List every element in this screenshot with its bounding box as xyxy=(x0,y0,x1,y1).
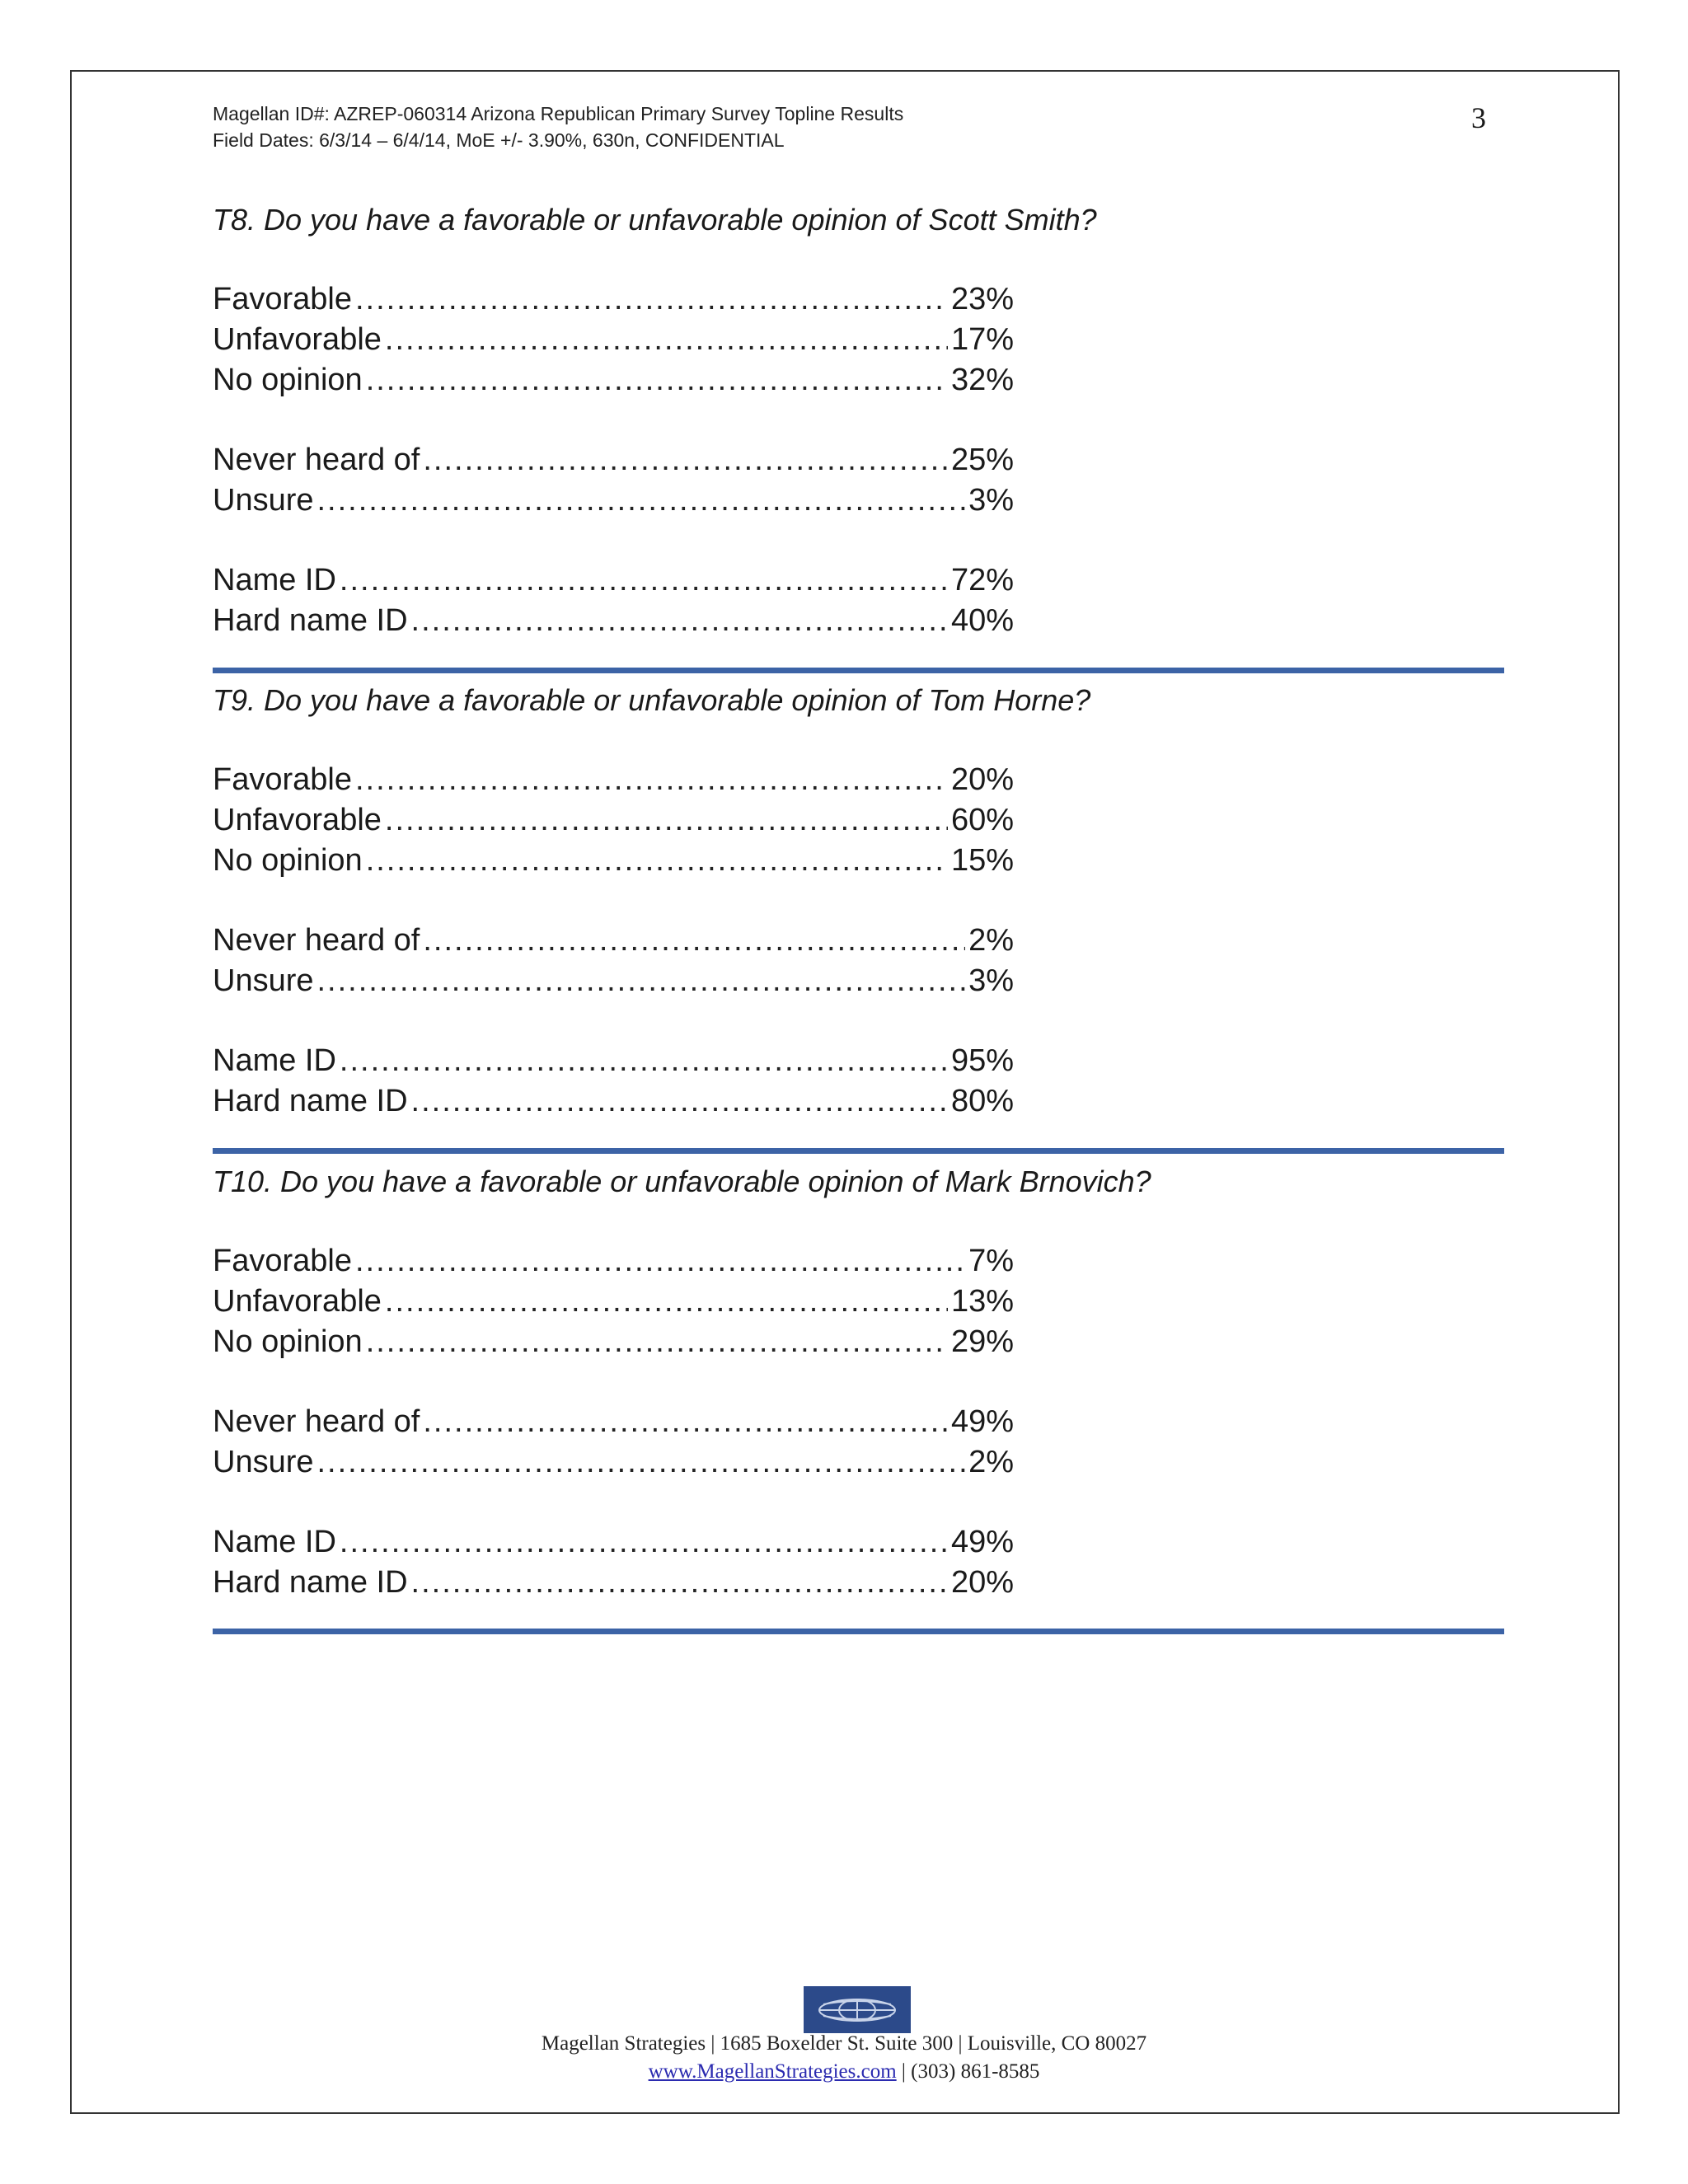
website-link[interactable]: www.MagellanStrategies.com xyxy=(648,2060,897,2083)
dot-leader xyxy=(411,1081,948,1122)
row-label: Never heard of xyxy=(213,923,420,958)
row-value: 13% xyxy=(950,1284,1014,1319)
result-row xyxy=(213,320,1014,360)
row-label: Name ID xyxy=(213,1043,336,1078)
row-value: 3% xyxy=(968,963,1014,998)
dot-leader xyxy=(355,760,948,800)
question-t9 xyxy=(213,681,1504,1122)
result-row xyxy=(213,1322,1014,1362)
row-value: 15% xyxy=(950,843,1014,878)
row-value: 60% xyxy=(950,803,1014,837)
dot-leader xyxy=(340,1522,948,1563)
row-label: Unsure xyxy=(213,963,314,998)
result-row xyxy=(213,841,1014,881)
row-label: Unfavorable xyxy=(213,1284,382,1319)
row-label: Unsure xyxy=(213,483,314,518)
row-label: Unfavorable xyxy=(213,803,382,837)
result-row xyxy=(213,921,1014,961)
result-row xyxy=(213,1522,1014,1563)
row-value: 32% xyxy=(950,363,1014,397)
row-label: No opinion xyxy=(213,363,363,397)
dot-leader xyxy=(423,921,965,961)
dot-leader xyxy=(423,440,948,480)
document-header xyxy=(213,101,903,153)
result-row xyxy=(213,1081,1014,1122)
result-row xyxy=(213,961,1014,1001)
result-row xyxy=(213,440,1014,480)
row-label: Hard name ID xyxy=(213,603,408,638)
section-divider xyxy=(213,1629,1504,1634)
result-row xyxy=(213,1282,1014,1322)
section-divider xyxy=(213,668,1504,673)
question-t10 xyxy=(213,1162,1504,1603)
row-value: 3% xyxy=(968,483,1014,518)
row-value: 49% xyxy=(950,1525,1014,1559)
row-value: 20% xyxy=(950,762,1014,797)
section-divider xyxy=(213,1148,1504,1154)
dot-leader xyxy=(340,560,948,601)
row-value: 95% xyxy=(950,1043,1014,1078)
result-row xyxy=(213,800,1014,841)
row-value: 40% xyxy=(950,603,1014,638)
row-label: Favorable xyxy=(213,762,352,797)
footer-contact xyxy=(0,2060,1688,2083)
dot-leader xyxy=(385,1282,948,1322)
dot-leader xyxy=(355,279,948,320)
result-row xyxy=(213,601,1014,641)
footer-address: Magellan Strategies | 1685 Boxelder St. Suite 300 | Louisville, CO 80027 xyxy=(541,2032,1147,2055)
header-line-1: Magellan ID#: AZREP-060314 Arizona Republican Primary Survey Topline Results xyxy=(213,103,904,124)
question-title: T9. Do you have a favorable or unfavorable opinion of Tom Horne? xyxy=(213,683,1091,717)
row-value: 23% xyxy=(950,282,1014,316)
row-value: 2% xyxy=(968,923,1014,958)
dot-leader xyxy=(385,800,948,841)
globe-logo-icon xyxy=(804,1986,911,2033)
dot-leader xyxy=(340,1041,948,1081)
footer-phone: | (303) 861-8585 xyxy=(896,2060,1040,2083)
dot-leader xyxy=(355,1241,965,1282)
dot-leader xyxy=(366,360,948,401)
row-value: 20% xyxy=(950,1565,1014,1600)
row-value: 49% xyxy=(950,1404,1014,1439)
row-value: 29% xyxy=(950,1324,1014,1359)
dot-leader xyxy=(366,1322,948,1362)
result-row xyxy=(213,560,1014,601)
question-title: T8. Do you have a favorable or unfavorable opinion of Scott Smith? xyxy=(213,203,1097,237)
row-value: 80% xyxy=(950,1084,1014,1118)
result-row xyxy=(213,279,1014,320)
dot-leader xyxy=(317,961,966,1001)
result-row xyxy=(213,360,1014,401)
row-label: Never heard of xyxy=(213,1404,420,1439)
question-title: T10. Do you have a favorable or unfavorable opinion of Mark Brnovich? xyxy=(213,1165,1151,1198)
header-line-2: Field Dates: 6/3/14 – 6/4/14, MoE +/- 3.90%, 630n, CONFIDENTIAL xyxy=(213,129,785,151)
row-label: No opinion xyxy=(213,843,363,878)
dot-leader xyxy=(366,841,948,881)
row-value: 25% xyxy=(950,443,1014,477)
row-label: Hard name ID xyxy=(213,1565,408,1600)
row-value: 7% xyxy=(968,1244,1014,1278)
row-label: Never heard of xyxy=(213,443,420,477)
row-label: Favorable xyxy=(213,282,352,316)
result-row xyxy=(213,480,1014,521)
row-value: 72% xyxy=(950,563,1014,598)
row-value: 2% xyxy=(968,1445,1014,1479)
question-t8 xyxy=(213,200,1504,641)
dot-leader xyxy=(317,1442,966,1483)
row-label: Hard name ID xyxy=(213,1084,408,1118)
dot-leader xyxy=(411,1563,948,1603)
dot-leader xyxy=(385,320,948,360)
result-row xyxy=(213,1241,1014,1282)
result-row xyxy=(213,1442,1014,1483)
result-row xyxy=(213,1402,1014,1442)
row-label: Unsure xyxy=(213,1445,314,1479)
dot-leader xyxy=(411,601,948,641)
dot-leader xyxy=(423,1402,948,1442)
result-row xyxy=(213,1563,1014,1603)
row-label: Unfavorable xyxy=(213,322,382,357)
row-value: 17% xyxy=(950,322,1014,357)
row-label: No opinion xyxy=(213,1324,363,1359)
dot-leader xyxy=(317,480,966,521)
result-row xyxy=(213,760,1014,800)
row-label: Name ID xyxy=(213,1525,336,1559)
page-number: 3 xyxy=(1471,101,1486,134)
row-label: Name ID xyxy=(213,563,336,598)
result-row xyxy=(213,1041,1014,1081)
row-label: Favorable xyxy=(213,1244,352,1278)
